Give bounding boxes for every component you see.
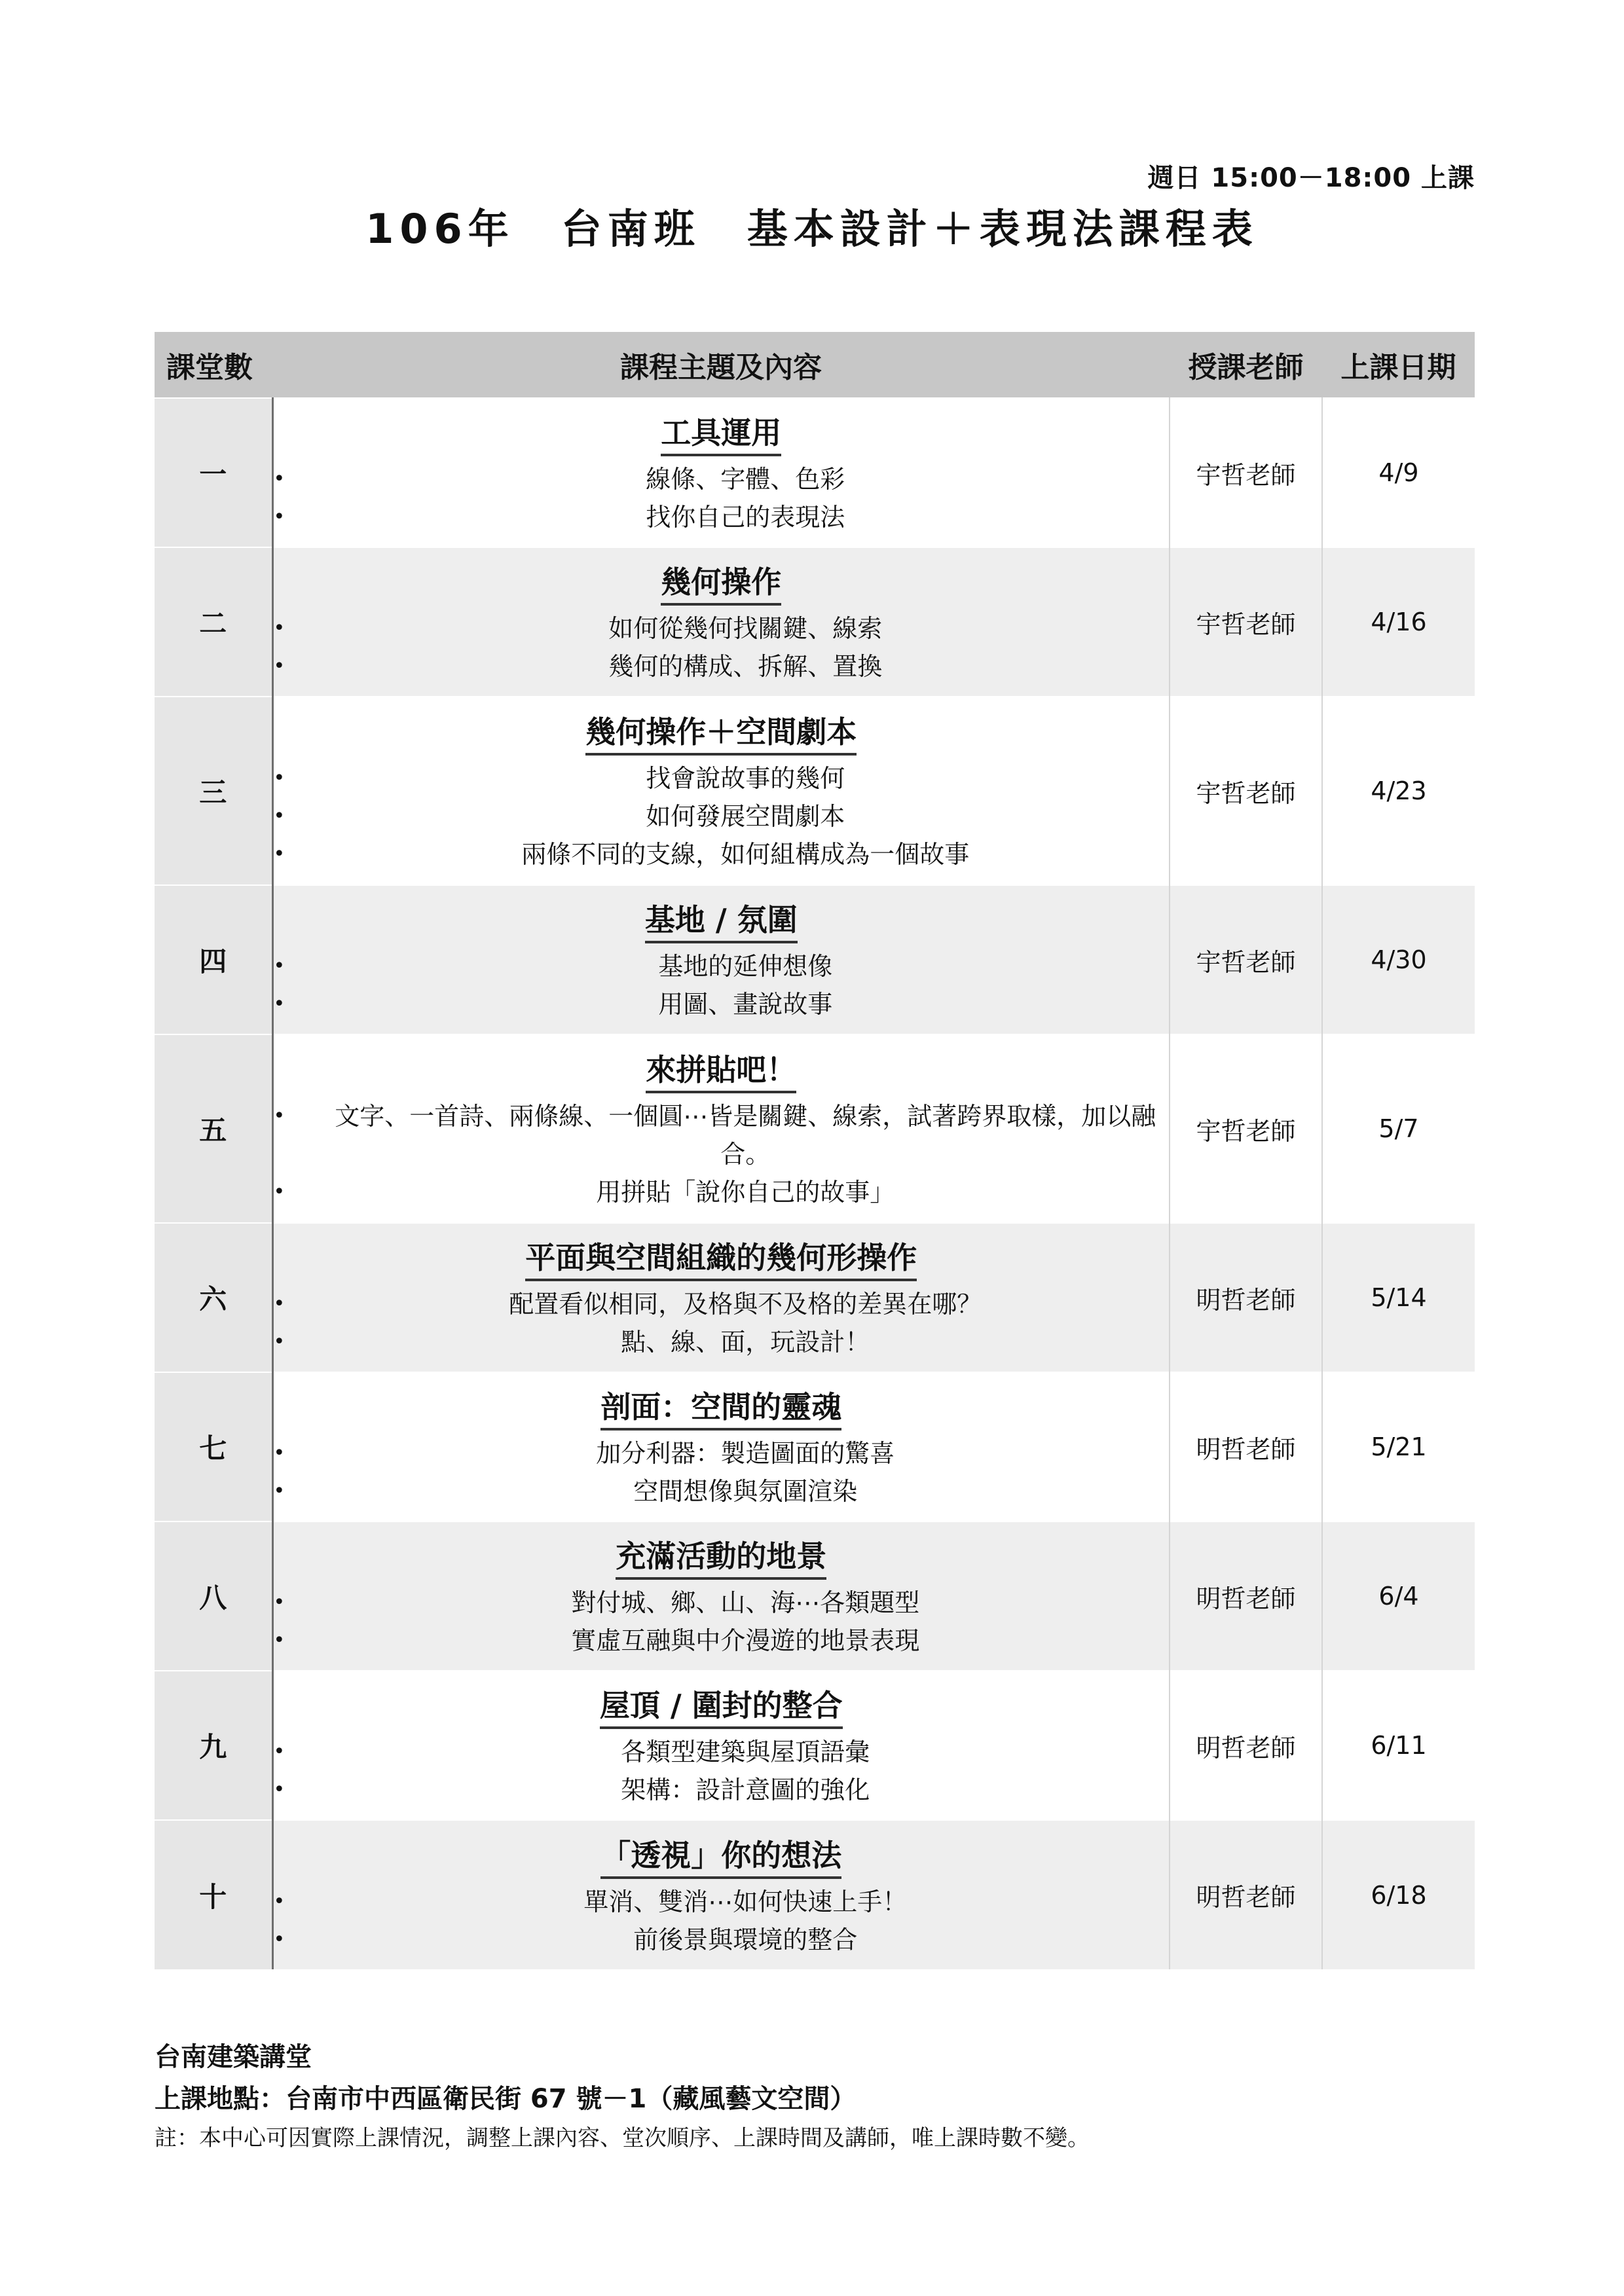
- organization-name: 台南建築講堂: [155, 2042, 312, 2072]
- bullet-icon: •: [273, 767, 286, 790]
- footer: [155, 2036, 1090, 2157]
- page-title: 106年 台南班 基本設計＋表現法課程表: [365, 205, 1259, 253]
- bullet-icon: •: [273, 1442, 286, 1465]
- course-points: [274, 1097, 1170, 1211]
- teacher-name: 宇哲老師: [1170, 885, 1322, 1034]
- teacher-name: 明哲老師: [1170, 1671, 1322, 1820]
- teacher-name: 宇哲老師: [1170, 697, 1322, 885]
- table-row: [155, 1522, 1475, 1671]
- course-topic: 來拼貼吧！: [646, 1046, 796, 1093]
- course-points: [274, 460, 1170, 536]
- teacher-name: 明哲老師: [1170, 1372, 1322, 1522]
- session-number: 四: [155, 885, 272, 1034]
- course-topic: 充滿活動的地景: [616, 1533, 826, 1580]
- bullet-icon: •: [273, 1591, 286, 1614]
- table-row: [155, 547, 1475, 697]
- bullet-icon: •: [273, 1330, 286, 1353]
- column-header-date: 上課日期: [1322, 332, 1475, 398]
- list-item: • 前後景與環境的整合: [274, 1921, 1170, 1959]
- course-points: [274, 610, 1170, 685]
- session-number: 六: [155, 1223, 272, 1372]
- course-content: [272, 697, 1170, 885]
- bullet-icon: •: [273, 1104, 286, 1127]
- class-date: 5/14: [1322, 1223, 1475, 1372]
- class-location: 上課地點：台南市中西區衛民街 67 號－1（藏風藝文空間）: [155, 2084, 857, 2114]
- list-item: • 如何從幾何找關鍵、線索: [274, 610, 1170, 647]
- class-date: 4/23: [1322, 697, 1475, 885]
- list-item: • 用拼貼「說你自己的故事」: [274, 1173, 1170, 1211]
- session-number: 七: [155, 1372, 272, 1522]
- column-header-session: 課堂數: [155, 332, 272, 398]
- table-row: [155, 697, 1475, 885]
- class-date: 6/11: [1322, 1671, 1475, 1820]
- session-number: 八: [155, 1522, 272, 1671]
- bullet-icon: •: [273, 1740, 286, 1763]
- footnote: 註：本中心可因實際上課情況，調整上課內容、堂次順序、上課時間及講師，唯上課時數不變。: [155, 2125, 1090, 2151]
- list-item: • 找會說故事的幾何: [274, 759, 1170, 797]
- course-schedule-table: [155, 332, 1475, 1969]
- session-number: 五: [155, 1034, 272, 1223]
- bullet-icon: •: [273, 1480, 286, 1503]
- course-content: [272, 1522, 1170, 1671]
- bullet-icon: •: [273, 843, 286, 866]
- bullet-icon: •: [273, 467, 286, 490]
- bullet-icon: •: [273, 617, 286, 640]
- bullet-icon: •: [273, 1889, 286, 1913]
- course-content: [272, 1034, 1170, 1223]
- teacher-name: 宇哲老師: [1170, 1034, 1322, 1223]
- class-date: 4/9: [1322, 398, 1475, 547]
- list-item: • 點、線、面，玩設計！: [274, 1323, 1170, 1361]
- class-date: 6/4: [1322, 1522, 1475, 1671]
- class-date: 4/16: [1322, 547, 1475, 697]
- list-item: • 各類型建築與屋頂語彙: [274, 1733, 1170, 1771]
- list-item: • 用圖、畫說故事: [274, 985, 1170, 1023]
- teacher-name: 明哲老師: [1170, 1522, 1322, 1671]
- bullet-icon: •: [273, 1292, 286, 1315]
- course-points: [274, 759, 1170, 873]
- course-points: [274, 1434, 1170, 1510]
- column-header-content: 課程主題及內容: [272, 332, 1170, 398]
- list-item: • 基地的延伸想像: [274, 947, 1170, 985]
- course-topic: 幾何操作＋空間劇本: [585, 708, 857, 756]
- table-row: [155, 1671, 1475, 1820]
- list-item: • 找你自己的表現法: [274, 498, 1170, 536]
- course-topic: 基地 / 氛圍: [645, 896, 798, 943]
- bullet-icon: •: [273, 955, 286, 977]
- bullet-icon: •: [273, 655, 286, 678]
- course-content: [272, 1671, 1170, 1820]
- session-number: 二: [155, 547, 272, 697]
- list-item: • 實虛互融與中介漫遊的地景表現: [274, 1622, 1170, 1660]
- table-row: [155, 1034, 1475, 1223]
- bullet-icon: •: [273, 1927, 286, 1951]
- list-item: • 對付城、鄉、山、海⋯各類題型: [274, 1584, 1170, 1622]
- course-topic: 屋頂 / 圍封的整合: [600, 1682, 843, 1729]
- bullet-icon: •: [273, 1180, 286, 1203]
- list-item: • 文字、一首詩、兩條線、一個圓⋯皆是關鍵、線索，試著跨界取樣，加以融合。: [274, 1097, 1170, 1173]
- course-topic: 幾何操作: [661, 558, 781, 606]
- session-number: 九: [155, 1671, 272, 1820]
- course-content: [272, 1820, 1170, 1969]
- course-points: [274, 1285, 1170, 1361]
- table-row: [155, 398, 1475, 547]
- class-date: 4/30: [1322, 885, 1475, 1034]
- course-points: [274, 1584, 1170, 1660]
- course-content: [272, 547, 1170, 697]
- teacher-name: 明哲老師: [1170, 1820, 1322, 1969]
- table-header-row: [155, 332, 1475, 398]
- list-item: • 配置看似相同，及格與不及格的差異在哪？: [274, 1285, 1170, 1323]
- list-item: • 線條、字體、色彩: [274, 460, 1170, 498]
- bullet-icon: •: [273, 1778, 286, 1801]
- table-row: [155, 1223, 1475, 1372]
- session-number: 十: [155, 1820, 272, 1969]
- bullet-icon: •: [273, 505, 286, 528]
- course-content: [272, 398, 1170, 547]
- course-topic: 「透視」你的想法: [600, 1832, 841, 1879]
- class-date: 5/21: [1322, 1372, 1475, 1522]
- column-header-teacher: 授課老師: [1170, 332, 1322, 398]
- session-number: 三: [155, 697, 272, 885]
- list-item: • 架構：設計意圖的強化: [274, 1771, 1170, 1809]
- course-points: [274, 1883, 1170, 1959]
- bullet-icon: •: [273, 805, 286, 828]
- list-item: • 幾何的構成、拆解、置換: [274, 647, 1170, 685]
- list-item: • 兩條不同的支線，如何組構成為一個故事: [274, 835, 1170, 873]
- course-points: [274, 1733, 1170, 1809]
- teacher-name: 宇哲老師: [1170, 547, 1322, 697]
- table-row: [155, 885, 1475, 1034]
- list-item: • 加分利器：製造圖面的驚喜: [274, 1434, 1170, 1472]
- course-content: [272, 1372, 1170, 1522]
- class-date: 5/7: [1322, 1034, 1475, 1223]
- list-item: • 單消、雙消⋯如何快速上手！: [274, 1883, 1170, 1921]
- course-topic: 平面與空間組織的幾何形操作: [525, 1234, 917, 1281]
- teacher-name: 宇哲老師: [1170, 398, 1322, 547]
- list-item: • 空間想像與氛圍渲染: [274, 1472, 1170, 1510]
- class-time: 週日 15:00－18:00 上課: [1147, 163, 1475, 193]
- course-topic: 剖面：空間的靈魂: [600, 1383, 841, 1430]
- bullet-icon: •: [273, 1629, 286, 1652]
- course-points: [274, 947, 1170, 1023]
- teacher-name: 明哲老師: [1170, 1223, 1322, 1372]
- course-content: [272, 885, 1170, 1034]
- bullet-icon: •: [273, 993, 286, 1015]
- table-row: [155, 1820, 1475, 1969]
- course-topic: 工具運用: [661, 409, 781, 456]
- course-content: [272, 1223, 1170, 1372]
- session-number: 一: [155, 398, 272, 547]
- list-item: • 如何發展空間劇本: [274, 797, 1170, 835]
- table-row: [155, 1372, 1475, 1522]
- class-date: 6/18: [1322, 1820, 1475, 1969]
